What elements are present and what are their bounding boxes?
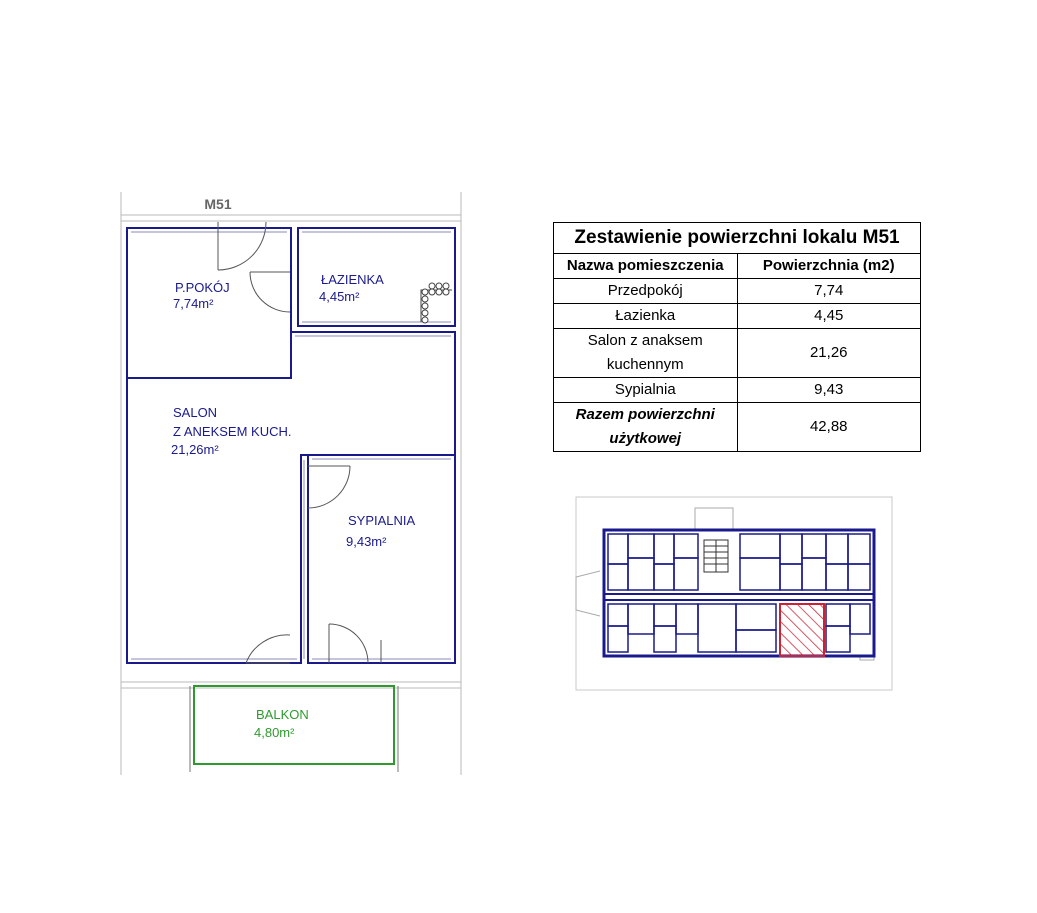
table-header-area: Powierzchnia (m2) [737,254,921,279]
table-row [554,329,921,378]
table-row [554,304,921,329]
table-row [554,378,921,403]
highlighted-unit [780,604,824,656]
room-area-bathroom: 4,45m² [319,289,360,304]
room-label-balcony: BALKON [256,707,309,722]
row-name: Sypialnia [554,378,738,403]
row-area: 4,45 [737,304,921,329]
room-area-living: 21,26m² [171,442,219,457]
room-label-living-2: Z ANEKSEM KUCH. [173,424,292,439]
table-title: Zestawienie powierzchni lokalu M51 [554,223,921,254]
total-area: 42,88 [737,403,921,452]
building-key-plan [576,497,892,690]
room-area-bedroom: 9,43m² [346,534,387,549]
row-name: Przedpokój [554,279,738,304]
unit-label: M51 [204,196,232,212]
row-name: Łazienka [554,304,738,329]
room-area-hallway: 7,74m² [173,296,214,311]
table-header-room: Nazwa pomieszczenia [554,254,738,279]
total-label: Razem powierzchni użytkowej [554,403,738,452]
row-area: 7,74 [737,279,921,304]
row-area: 21,26 [737,329,921,378]
table-row [554,279,921,304]
room-bedroom [308,455,455,663]
table-total-row [554,403,921,452]
room-label-bedroom: SYPIALNIA [348,513,416,528]
row-name: Salon z anaksem kuchennym [554,329,738,378]
room-label-living-1: SALON [173,405,218,420]
row-area: 9,43 [737,378,921,403]
room-area-balcony: 4,80m² [254,725,295,740]
room-label-hallway: P.POKÓJ [175,280,230,295]
room-living [127,332,455,663]
room-label-bathroom: ŁAZIENKA [321,272,384,287]
shower-tray [421,283,452,323]
area-summary-table [553,222,921,452]
